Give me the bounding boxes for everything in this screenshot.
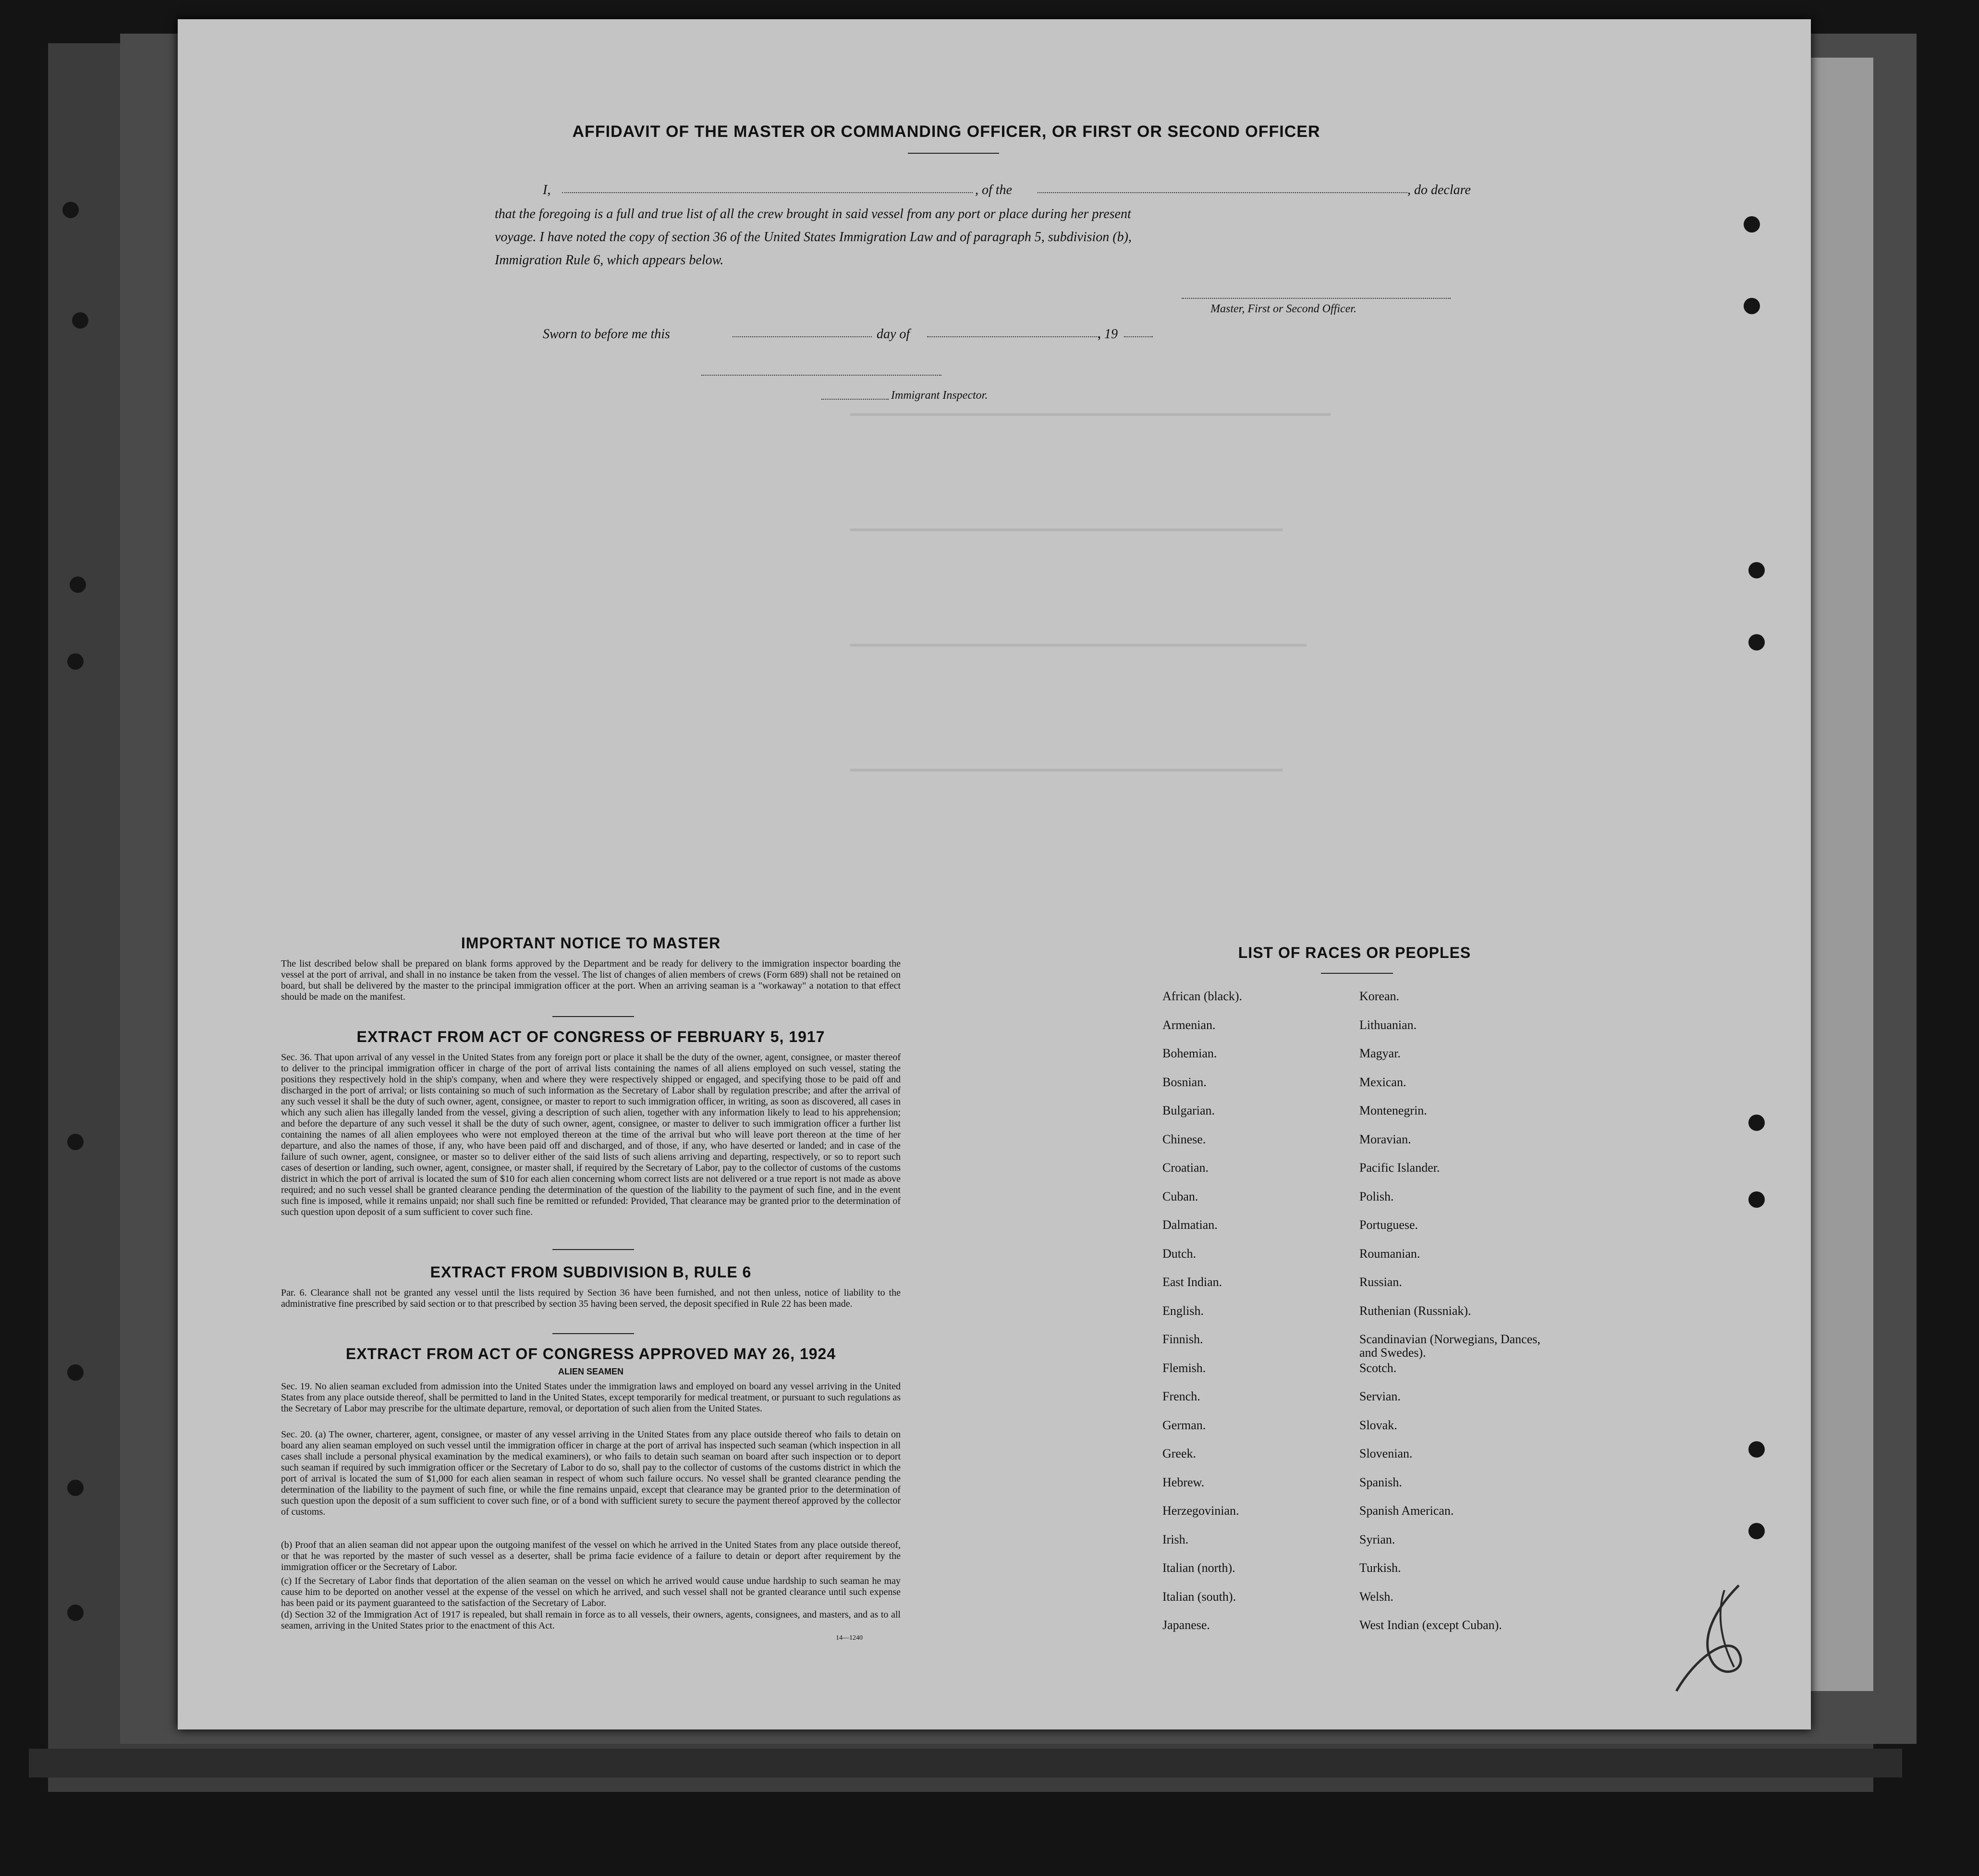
section-rule	[552, 1333, 634, 1334]
race-item: Herzegovinian.	[1162, 1504, 1239, 1518]
race-item: Bosnian.	[1162, 1075, 1207, 1089]
binder-hole	[1744, 216, 1760, 233]
year-label: , 19	[1098, 327, 1118, 342]
race-item: Italian (south).	[1162, 1589, 1236, 1604]
bleed-through	[850, 769, 1283, 772]
extract-1924-title: EXTRACT FROM ACT OF CONGRESS APPROVED MAY 26, 1924	[345, 1345, 836, 1362]
bleed-through	[850, 528, 1283, 531]
race-item: Ruthenian (Russniak).	[1359, 1303, 1471, 1318]
binder-hole	[67, 1605, 84, 1621]
inspector-signature-field[interactable]	[701, 375, 941, 376]
binder-hole	[1748, 634, 1765, 650]
race-item: Pacific Islander.	[1359, 1161, 1440, 1175]
race-item: Bulgarian.	[1162, 1104, 1215, 1117]
race-item: Spanish American.	[1359, 1504, 1454, 1518]
master-signature-label: Master, First or Second Officer.	[1210, 303, 1356, 315]
race-item: East Indian.	[1162, 1275, 1222, 1289]
race-item: Scandinavian (Norwegians, Dances, and Swedes).	[1359, 1332, 1540, 1360]
race-item: Scotch.	[1359, 1361, 1397, 1375]
notice-text: The list described below shall be prepared on blank forms approved by the Department and be ready for delivery to the immigration inspector boarding the vessel at the port of arrival, and shall in no instance be taken from the vessel. The list of changes of alien members of crews (Form 689) shall not be retained on board, but shall be delivered by the master to the principal immigration officer at the port. When an arriving seaman is a "workaway" a notation to that effect should be made on the manifest.	[281, 958, 901, 1002]
do-declare-label: , do declare	[1407, 183, 1471, 197]
race-item: Polish.	[1359, 1189, 1394, 1203]
race-item: Roumanian.	[1359, 1246, 1420, 1261]
race-item: Magyar.	[1359, 1046, 1401, 1060]
race-item: Montenegrin.	[1359, 1104, 1427, 1117]
title-rule	[908, 153, 999, 154]
race-item: Syrian.	[1359, 1532, 1395, 1546]
race-item: Dutch.	[1162, 1246, 1197, 1261]
handwritten-mark	[1667, 1576, 1763, 1701]
binder-hole	[72, 312, 88, 329]
section-rule	[552, 1016, 634, 1017]
inspector-signature-field-2[interactable]	[821, 399, 889, 400]
race-item: German.	[1162, 1418, 1206, 1432]
vessel-field[interactable]	[1038, 192, 1407, 193]
race-item: Bohemian.	[1162, 1046, 1217, 1060]
race-item: Irish.	[1162, 1532, 1189, 1546]
affidavit-i-label: I,	[543, 183, 551, 197]
binder-hole	[1748, 1191, 1765, 1208]
race-item: Japanese.	[1162, 1618, 1210, 1632]
binder-hole	[1748, 1115, 1765, 1131]
affidavit-body-3: Immigration Rule 6, which appears below.	[495, 253, 724, 268]
extract-1917-text: Sec. 36. That upon arrival of any vessel in the United States from any foreign port or place it shall be the duty of the owner, agent, consignee, or master thereof to deliver to the principal immigration officer in charge of the port of arrival lists containing the names of all aliens employed on such vessel, stating the positions they respectively hold in the ship's company, when and where they were respectively shipped or engaged, and specifying those to be paid off and discharged in the port of arrival; or lists containing so much of such information as the Secretary of Labor shall by regulation prescribe; and after the arrival of any such vessel it shall be the duty of such owner, agent, consignee, or master to report to such immigration officer, in writing, as soon as discovered, all cases in which any such alien has illegally landed from the vessel, giving a description of such alien, together with any information likely to lead to his apprehension; and before the departure of any such vessel it shall be the duty of such owner, agent, consignee, or master to deliver to such immigration officer a further list containing the names of all alien employees who were not employed thereon at the time of the arrival but who will leave port thereon at the time of her departure, and also the names of those, if any, who have been paid off and discharged, and of those, if any, who have deserted or landed; and in case of the failure of such owner, agent, consignee, or master so to deliver either of the said lists of such aliens arriving and departing, respectively, or so to report such cases of desertion or landing, such owner, agent, consignee, or master shall, if required by the Secretary of Labor, pay to the collector of customs of the customs district in which the port of arrival is located the sum of $10 for each alien concerning whom correct lists are not delivered or a true report is not made as above required; and no such vessel shall be granted clearance pending the determination of the question of the liability to the payment of such fine, and in the event such fine is imposed, while it remains unpaid; nor shall such fine be remitted or refunded: Provided, That clearance may be granted prior to the determination of such question upon deposit of a sum sufficient to cover such fine.	[281, 1052, 901, 1217]
master-signature-field[interactable]	[1182, 298, 1451, 299]
year-field[interactable]	[1124, 336, 1153, 337]
name-field[interactable]	[562, 192, 973, 193]
binder-hole	[1748, 1523, 1765, 1539]
race-item: Moravian.	[1359, 1132, 1411, 1146]
race-item: Welsh.	[1359, 1589, 1393, 1604]
race-item: Slovenian.	[1359, 1447, 1413, 1460]
race-item: Russian.	[1359, 1275, 1402, 1289]
form-number: 14—1240	[836, 1634, 863, 1642]
section-rule	[552, 1249, 634, 1250]
extract-1924-sec20c: (c) If the Secretary of Labor finds that deportation of the alien seaman on the vessel on which he arrived would cause undue hardship to such seaman he may cause him to be deported on another vessel at the expense of the vessel on which he arrived, and such vessel shall not be granted clearance until such expense has been paid or its payment guaranteed to the satisfaction of the Secretary of Labor.	[281, 1576, 901, 1608]
binder-hole	[62, 202, 79, 218]
binder-hole	[67, 1480, 84, 1496]
race-item: Dalmatian.	[1162, 1218, 1218, 1232]
race-item: French.	[1162, 1389, 1200, 1403]
extract-1917-title: EXTRACT FROM ACT OF CONGRESS OF FEBRUARY 5, 1917	[356, 1028, 825, 1045]
race-item: Servian.	[1359, 1389, 1401, 1403]
races-title: LIST OF RACES OR PEOPLES	[1238, 944, 1471, 961]
affidavit-body-2: voyage. I have noted the copy of section 36 of the United States Immigration Law and of paragraph 5, subdivision (b),	[495, 230, 1132, 245]
binder-hole	[67, 1134, 84, 1150]
affidavit-body-1: that the foregoing is a full and true list of all the crew brought in said vessel from any port or place during her present	[495, 207, 1131, 221]
notice-title: IMPORTANT NOTICE TO MASTER	[461, 934, 721, 952]
race-item: Turkish.	[1359, 1561, 1401, 1575]
extract-1924-sec20d: (d) Section 32 of the Immigration Act of 1917 is repealed, but shall remain in force as to all vessels, their owners, agents, consignees, and masters, and as to all seamen, arriving in the United States prior to the enactment of this Act.	[281, 1609, 901, 1631]
binder-hole	[1744, 298, 1760, 314]
race-item: Greek.	[1162, 1447, 1197, 1460]
race-item: English.	[1162, 1303, 1204, 1318]
race-item: Cuban.	[1162, 1189, 1198, 1203]
binder-hole	[70, 576, 86, 593]
extract-1924-subtitle: ALIEN SEAMEN	[558, 1367, 623, 1376]
sworn-day-field[interactable]	[733, 336, 872, 337]
race-item: Mexican.	[1359, 1075, 1406, 1089]
race-item: Croatian.	[1162, 1161, 1209, 1175]
race-item: Chinese.	[1162, 1132, 1206, 1146]
races-rule	[1321, 973, 1393, 974]
inspector-label: Immigrant Inspector.	[891, 389, 988, 402]
manifest-page	[178, 19, 1811, 1729]
extract-1924-sec19: Sec. 19. No alien seaman excluded from admission into the United States under the immigration laws and employed on board any vessel arriving in the United States from any place outside thereof, shall be permitted to land in the United States, except temporarily for medical treatment, or pursuant to such regulations as the Secretary of Labor may prescribe for the ultimate departure, removal, or deportation of such alien from the United States.	[281, 1381, 901, 1414]
extract-1924-sec20a: Sec. 20. (a) The owner, charterer, agent, consignee, or master of any vessel arriving in the United States from any place outside thereof who fails to detain on board any alien seaman employed on such vessel until the immigration officer in charge at the port of arrival has inspected such seaman (which inspection in all cases shall include a personal physical examination by the medical examiners), or who fails to detain such seaman on board after such inspection or to deport such seaman if required by such immigration officer or the Secretary of Labor to do so, shall pay to the collector of customs of the customs district in which the port of arrival is located the sum of $1,000 for each alien seaman in respect of whom such failure occurs. No vessel shall be granted clearance pending the determination of the liability to the payment of such fine, or while the fine remains unpaid, except that clearance may be granted prior to the determination of such question upon the deposit of a sum sufficient to cover such fine, or of a bond with sufficient surety to secure the payment thereof approved by the collector of customs.	[281, 1429, 901, 1517]
bleed-through	[850, 644, 1307, 647]
bottom-edge	[29, 1749, 1902, 1778]
sworn-month-field[interactable]	[927, 336, 1100, 337]
day-of-label: day of	[877, 327, 910, 342]
extract-rule6-title: EXTRACT FROM SUBDIVISION B, RULE 6	[430, 1263, 752, 1281]
bleed-through	[850, 413, 1331, 416]
extract-rule6-text: Par. 6. Clearance shall not be granted any vessel until the lists required by Section 36 have been furnished, and not then unless, notice of liability to the administrative fine prescribed by said section or to that prescribed by section 35 having been served, the deposit specified in Rule 22 has been made.	[281, 1287, 901, 1309]
race-item: Portuguese.	[1359, 1218, 1418, 1232]
of-the-label: , of the	[975, 183, 1012, 197]
race-item: African (black).	[1162, 989, 1243, 1003]
binder-hole	[1748, 562, 1765, 578]
race-item: Hebrew.	[1162, 1475, 1205, 1489]
race-item: Korean.	[1359, 989, 1400, 1003]
binder-hole	[67, 1364, 84, 1381]
race-item: Slovak.	[1359, 1418, 1397, 1432]
race-item: Lithuanian.	[1359, 1018, 1417, 1032]
binder-hole	[67, 653, 84, 670]
race-item: West Indian (except Cuban).	[1359, 1618, 1502, 1632]
sworn-label: Sworn to before me this	[543, 327, 670, 342]
race-item: Spanish.	[1359, 1475, 1402, 1489]
race-item: Flemish.	[1162, 1361, 1206, 1375]
race-item: Armenian.	[1162, 1018, 1216, 1032]
race-item: Finnish.	[1162, 1332, 1203, 1346]
affidavit-title: AFFIDAVIT OF THE MASTER OR COMMANDING OFFICER, OR FIRST OR SECOND OFFICER	[572, 123, 1320, 141]
race-item: Italian (north).	[1162, 1561, 1235, 1575]
extract-1924-sec20b: (b) Proof that an alien seaman did not appear upon the outgoing manifest of the vessel on which he arrived in the United States from any place outside thereof, or that he was reported by the master of such vessel as a deserter, shall be prima facie evidence of a failure to detain or deport after requirement by the immigration officer or the Secretary of Labor.	[281, 1540, 901, 1572]
binder-hole	[1748, 1441, 1765, 1458]
